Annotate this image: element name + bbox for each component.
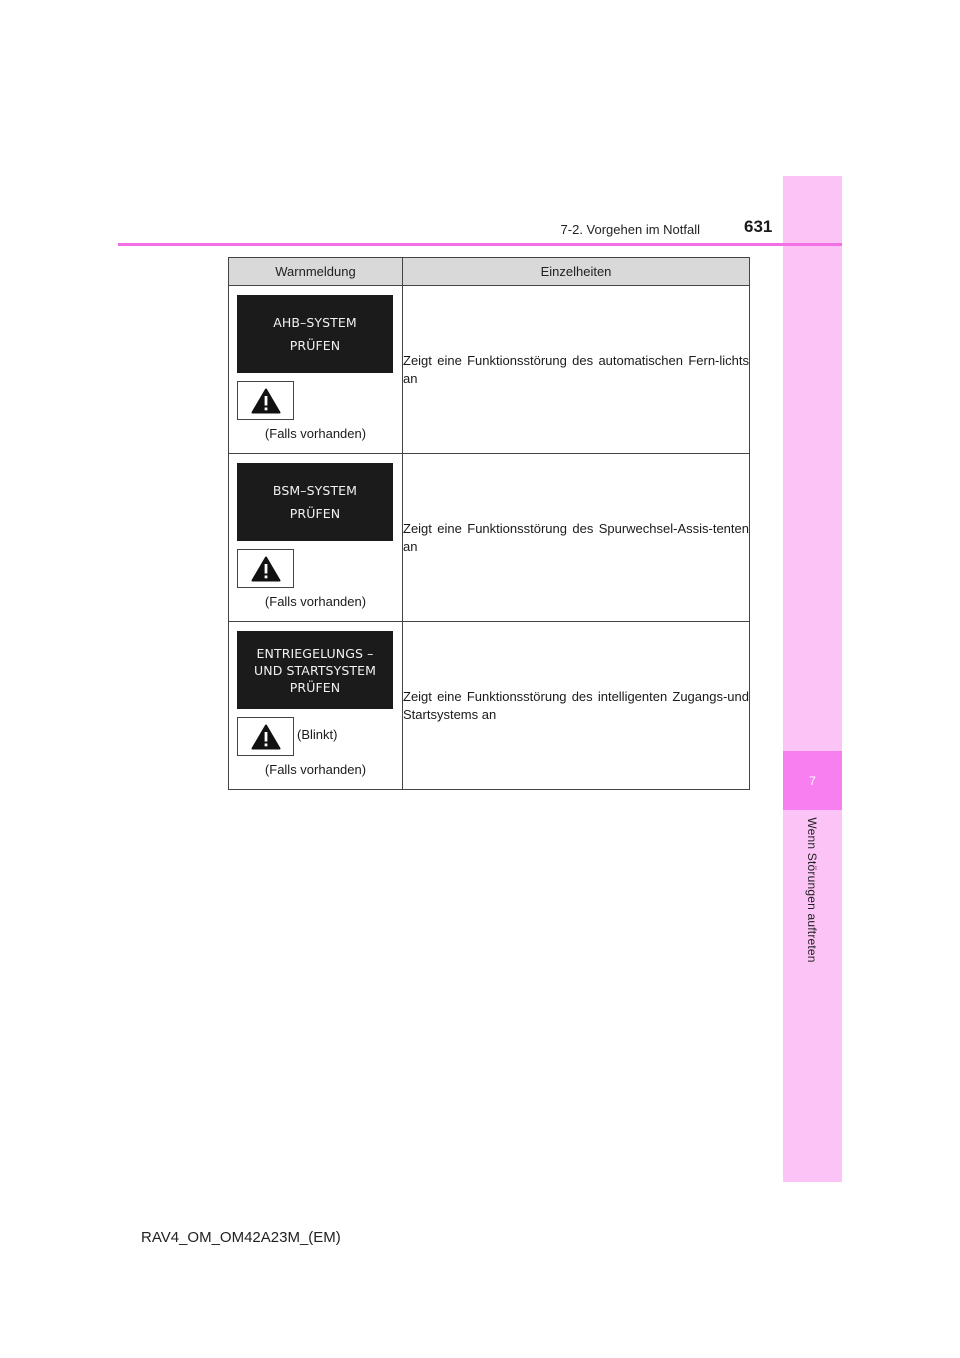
- section-title: 7-2. Vorgehen im Notfall: [560, 222, 700, 237]
- table-row: [229, 286, 750, 454]
- side-thumb-band: [783, 176, 842, 1182]
- table-row: [229, 454, 750, 622]
- detail-cell: Zeigt eine Funktionsstörung des automatischen Fern-lichts an: [403, 286, 750, 454]
- chapter-number-tab: 7: [783, 751, 842, 810]
- warning-message-cell: [229, 286, 403, 454]
- warning-message-cell: [229, 454, 403, 622]
- warning-message-cell: [229, 622, 403, 790]
- warning-triangle-icon: [237, 381, 294, 420]
- column-header-warnmeldung: Warnmeldung: [229, 258, 403, 286]
- screen-line: AHB–SYSTEM: [273, 315, 357, 330]
- screen-line: BSM–SYSTEM: [272, 483, 358, 498]
- detail-cell: Zeigt eine Funktionsstörung des intelligenten Zugangs-und Startsystems an: [403, 622, 750, 790]
- display-screen-image: [237, 463, 393, 541]
- table-header-row: [229, 258, 750, 286]
- screen-line: PRÜFEN: [289, 338, 341, 353]
- display-screen-image: [237, 631, 393, 709]
- table-row: [229, 622, 750, 790]
- warning-triangle-icon: [237, 717, 294, 756]
- screen-line: ENTRIEGELUNGS –: [256, 645, 374, 661]
- chapter-title-vertical: Wenn Störungen auftreten: [805, 817, 819, 963]
- column-header-einzelheiten: Einzelheiten: [403, 258, 750, 286]
- warning-message-table: [228, 257, 750, 790]
- display-screen-image: [237, 295, 393, 373]
- screen-line: PRÜFEN: [289, 679, 341, 695]
- blink-note: (Blinkt): [297, 727, 338, 742]
- page-number: 631: [744, 217, 773, 236]
- header-rule: [118, 243, 842, 246]
- screen-line: PRÜFEN: [289, 506, 341, 521]
- document-code: RAV4_OM_OM42A23M_(EM): [141, 1229, 341, 1246]
- screen-line: UND STARTSYSTEM: [254, 662, 376, 678]
- availability-note: (Falls vorhanden): [264, 426, 367, 441]
- detail-cell: Zeigt eine Funktionsstörung des Spurwechsel-Assis-tenten an: [403, 454, 750, 622]
- warning-triangle-icon: [237, 549, 294, 588]
- availability-note: (Falls vorhanden): [264, 762, 367, 777]
- availability-note: (Falls vorhanden): [264, 594, 367, 609]
